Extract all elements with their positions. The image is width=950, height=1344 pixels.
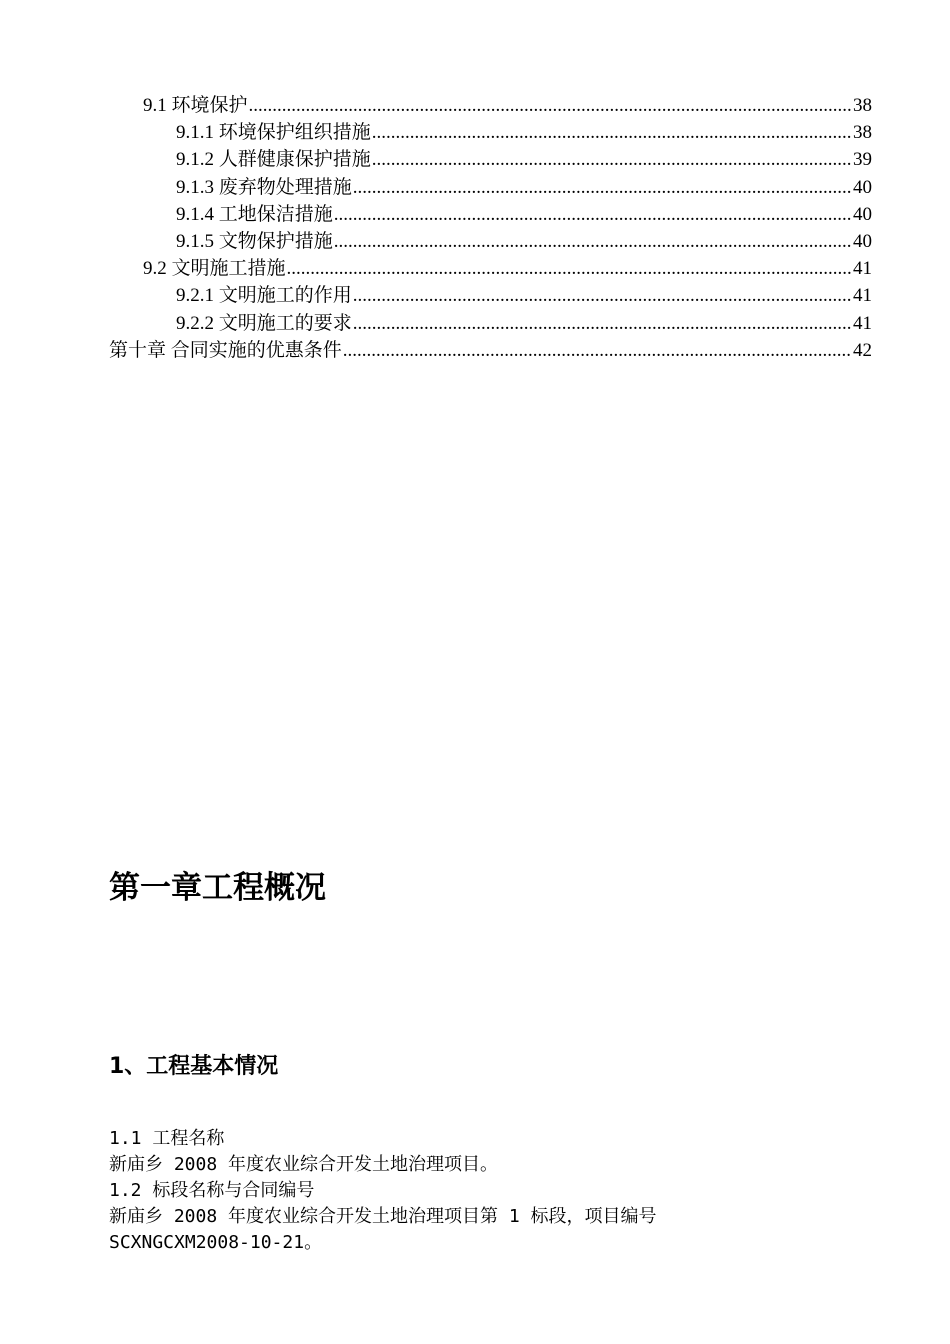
toc-entry-page-number: 42 [853, 339, 872, 361]
toc-entry[interactable] [176, 282, 872, 309]
toc-entry[interactable] [176, 228, 872, 255]
toc-entry-label: 9.2.2 文明施工的要求 [176, 312, 352, 334]
toc-entry-page-number: 39 [853, 149, 872, 171]
body-line: 1.1 工程名称 [109, 1128, 225, 1149]
toc-dot-leader [353, 310, 852, 337]
toc-entry-label: 9.1 环境保护 [143, 95, 248, 116]
toc-entry-page-number: 40 [853, 203, 872, 225]
toc-entry-label: 9.2.1 文明施工的作用 [176, 285, 352, 307]
toc-entry-label: 9.1.3 废弃物处理措施 [176, 176, 352, 198]
toc-entry-label: 9.2 文明施工措施 [143, 258, 286, 280]
toc-entry-page-number: 38 [853, 122, 872, 144]
toc-entry-label: 9.1.1 环境保护组织措施 [176, 122, 371, 144]
toc-dot-leader [353, 174, 852, 201]
toc-entry-label: 9.1.4 工地保洁措施 [176, 203, 333, 225]
toc-entry-page-number: 41 [853, 285, 872, 307]
body-text [109, 1126, 869, 1256]
toc-entry[interactable] [109, 337, 872, 364]
toc-dot-leader [353, 282, 852, 309]
toc-dot-leader [372, 146, 852, 173]
toc-entry-page-number: 40 [853, 231, 872, 252]
body-line: 新庙乡 2008 年度农业综合开发土地治理项目第 1 标段，项目编号 [109, 1206, 657, 1227]
toc-dot-leader [249, 92, 852, 119]
body-line: SCXNGCXM2008-10-21。 [109, 1232, 323, 1253]
body-line: 新庙乡 2008 年度农业综合开发土地治理项目。 [109, 1154, 499, 1175]
toc-entry-page-number: 41 [853, 258, 872, 280]
toc-entry-label: 第十章 合同实施的优惠条件 [109, 339, 342, 361]
toc-entry-page-number: 41 [853, 312, 872, 334]
toc-entry[interactable] [176, 146, 872, 173]
toc-entry-label: 9.1.5 文物保护措施 [176, 231, 333, 252]
toc-dot-leader [334, 201, 852, 228]
toc-dot-leader [343, 337, 852, 364]
toc-entry[interactable] [176, 310, 872, 337]
body-line: 1.2 标段名称与合同编号 [109, 1180, 315, 1201]
toc-entry[interactable] [143, 92, 872, 119]
chapter-title: 第一章工程概况 [109, 870, 326, 906]
section-title: 1、工程基本情况 [109, 1054, 279, 1079]
toc-dot-leader [287, 255, 852, 282]
toc-entry[interactable] [176, 201, 872, 228]
toc-entry[interactable] [176, 119, 872, 146]
toc-entry[interactable] [143, 255, 872, 282]
toc-entry[interactable] [176, 174, 872, 201]
toc-entry-page-number: 38 [853, 95, 872, 116]
toc-entry-label: 9.1.2 人群健康保护措施 [176, 149, 371, 171]
toc-dot-leader [334, 228, 852, 255]
toc-dot-leader [372, 119, 852, 146]
toc-entry-page-number: 40 [853, 176, 872, 198]
